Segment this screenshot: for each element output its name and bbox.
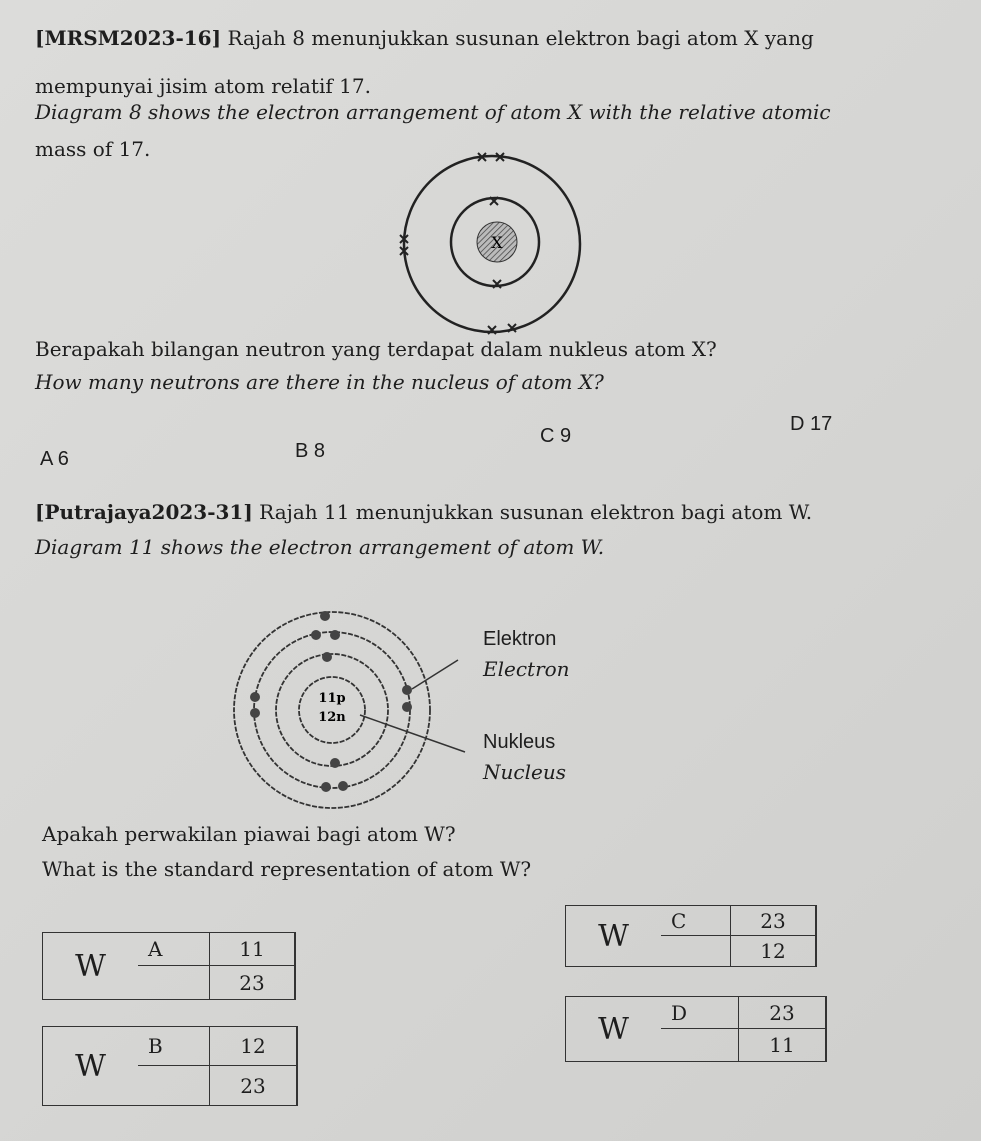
- option-letter: D: [661, 997, 739, 1029]
- element-symbol: W: [75, 948, 106, 984]
- q2-line1-text: Rajah 11 menunjukkan susunan elektron bagi atom W.: [259, 500, 813, 524]
- q2-question-ms: Apakah perwakilan piawai bagi atom W?: [42, 822, 456, 846]
- q2-option-a[interactable]: [42, 932, 296, 1000]
- atom-x-diagram: [390, 150, 590, 340]
- element-symbol: W: [598, 918, 629, 954]
- bottom-number: 11: [739, 1029, 826, 1061]
- option-letter: A: [138, 933, 210, 966]
- q1-question-ms: Berapakah bilangan neutron yang terdapat dalam nukleus atom X?: [35, 337, 717, 361]
- q1-line1-text: Rajah 8 menunjukkan susunan elektron bagi atom X yang: [227, 26, 814, 50]
- q2-line2: Diagram 11 shows the electron arrangement of atom W.: [35, 535, 605, 559]
- q1-question-en: How many neutrons are there in the nucleus of atom X?: [35, 370, 604, 394]
- element-symbol: W: [598, 1011, 629, 1047]
- proton-count: 11p: [318, 691, 346, 706]
- label-electron-en: Electron: [483, 657, 570, 681]
- q1-line3: Diagram 8 shows the electron arrangement of atom X with the relative atomic: [35, 100, 831, 124]
- bottom-number: 23: [210, 1066, 297, 1105]
- label-electron-ms: Elektron: [483, 628, 557, 650]
- q1-option-c[interactable]: C 9: [540, 425, 572, 447]
- q2-option-d[interactable]: [565, 996, 827, 1062]
- element-symbol: W: [75, 1048, 106, 1084]
- empty-cell: [661, 1029, 739, 1061]
- q2-line1: [35, 500, 812, 524]
- option-letter: B: [138, 1027, 210, 1066]
- empty-cell: [138, 966, 210, 999]
- q1-source-tag: [MRSM2023-16]: [35, 26, 222, 50]
- empty-cell: [138, 1066, 210, 1105]
- bottom-number: 23: [210, 966, 295, 999]
- top-number: 12: [210, 1027, 297, 1066]
- bottom-number: 12: [731, 936, 816, 966]
- q1-line2: mempunyai jisim atom relatif 17.: [35, 74, 371, 98]
- q1-option-b[interactable]: B 8: [295, 440, 326, 462]
- neutron-count: 12n: [318, 710, 346, 725]
- nucleus-pointer: [360, 715, 465, 752]
- q1-line4: mass of 17.: [35, 137, 151, 161]
- q2-option-c[interactable]: [565, 905, 817, 967]
- q2-option-b[interactable]: [42, 1026, 298, 1106]
- q1-option-a[interactable]: A 6: [40, 448, 69, 470]
- top-number: 23: [739, 997, 826, 1029]
- top-number: 23: [731, 906, 816, 936]
- q1-line1: [35, 26, 814, 50]
- q1-option-d[interactable]: D 17: [790, 413, 833, 435]
- label-nucleus-en: Nucleus: [483, 760, 566, 784]
- q2-question-en: What is the standard representation of atom W?: [42, 857, 532, 881]
- nucleus-label: X: [491, 233, 503, 252]
- label-nucleus-ms: Nukleus: [483, 731, 556, 753]
- top-number: 11: [210, 933, 295, 966]
- q2-source-tag: [Putrajaya2023-31]: [35, 500, 253, 524]
- option-letter: C: [661, 906, 731, 936]
- empty-cell: [661, 936, 731, 966]
